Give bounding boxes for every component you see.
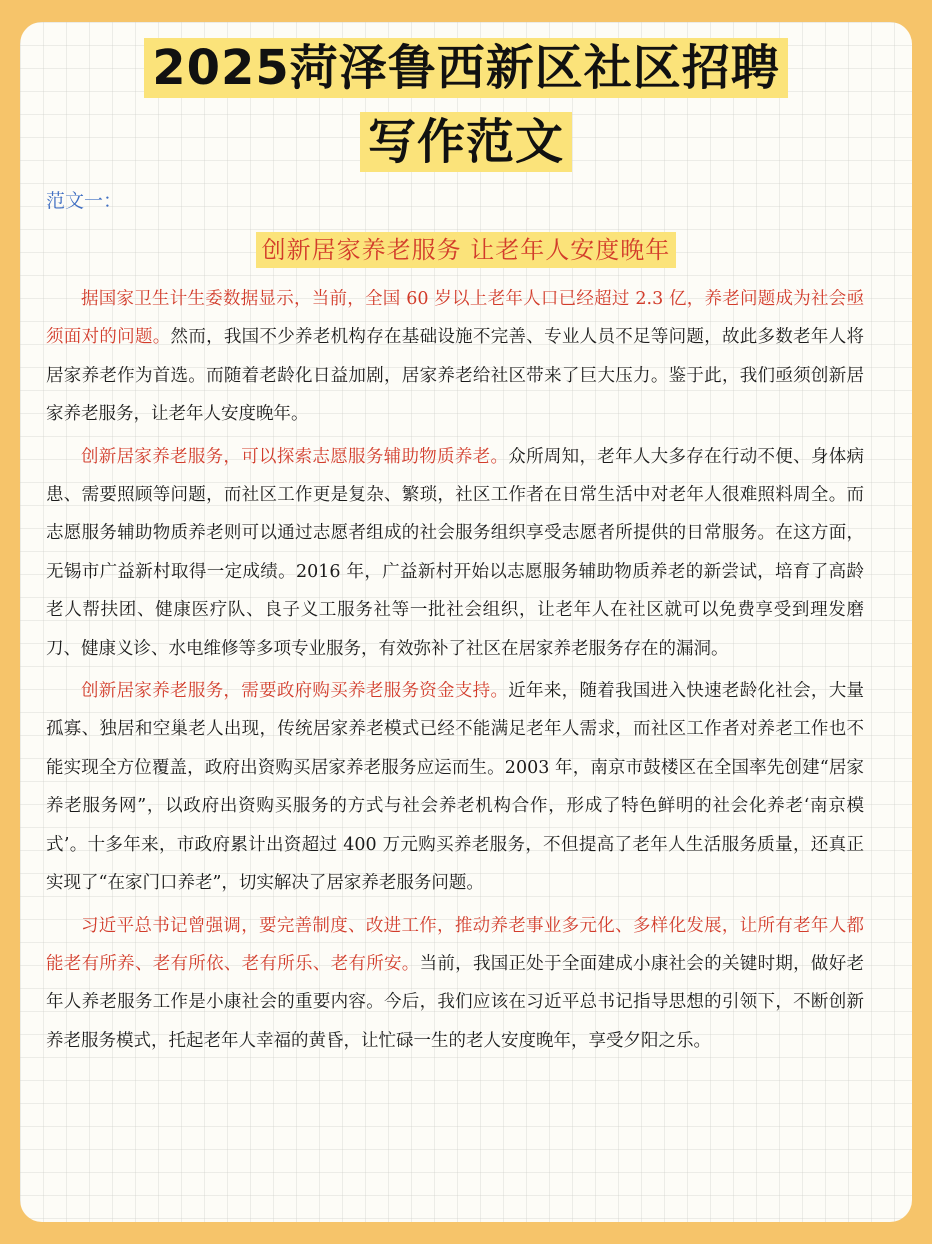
paragraph-lead: 创新居家养老服务，可以探索志愿服务辅助物质养老。 [81, 446, 509, 467]
main-title-line-1 [20, 38, 912, 98]
paragraph [46, 907, 864, 1061]
section-label: 范文一： [46, 190, 123, 212]
paragraph-lead: 据国家卫生计生委数据显示，当前，全国 60 岁以上老年人口已经超过 2.3 亿，养老问题成为社会亟须面对的问题。 [46, 289, 864, 348]
main-title-text-2: 写作范文 [360, 112, 572, 172]
essay-title [20, 232, 912, 268]
paragraph-rest: 近年来，随着我国进入快速老龄化社会，大量孤寡、独居和空巢老人出现，传统居家养老模式已经不能满足老年人需求，而社区工作者对养老工作也不能实现全方位覆盖，政府出资购买居家养老服务应运而生。2003 年，南京市鼓楼区在全国率先创建“居家养老服务网”，以政府出资购买服务的方式与社会养老机构合作，形成了特色鲜明的社会化养老‘南京模式’。十多年来，市政府累计出资超过 400 万元购买养老服务，不但提高了老年人生活服务质量，还真正实现了“在家门口养老”，切实解决了居家养老服务问题。 [46, 681, 865, 894]
paragraph [46, 672, 864, 902]
paragraph-rest: 然而，我国不少养老机构存在基础设施不完善、专业人员不足等问题，故此多数老年人将居家养老作为首选。而随着老龄化日益加剧，居家养老给社区带来了巨大压力。鉴于此，我们亟须创新居家养老服务，让老年人安度晚年。 [46, 327, 865, 425]
article-card [20, 22, 912, 1222]
paragraph [46, 280, 864, 434]
paragraph-rest: 当前，我国正处于全面建成小康社会的关键时期，做好老年人养老服务工作是小康社会的重要内容。今后，我们应该在习近平总书记指导思想的引领下，不断创新养老服务模式，托起老年人幸福的黄昏，让忙碌一生的老人安度晚年，享受夕阳之乐。 [46, 953, 865, 1051]
main-title-text-1: 2025菏泽鲁西新区社区招聘 [144, 38, 788, 98]
paragraph-lead: 创新居家养老服务，需要政府购买养老服务资金支持。 [81, 681, 509, 702]
essay-body [46, 280, 864, 1064]
essay-title-text: 创新居家养老服务 让老年人安度晚年 [256, 232, 677, 268]
main-title-line-2 [20, 112, 912, 172]
paragraph-rest: 众所周知，老年人大多存在行动不便、身体病患、需要照顾等问题，而社区工作更是复杂、繁琐，社区工作者在日常生活中对老年人很难照料周全。而志愿服务辅助物质养老则可以通过志愿者组成的社会服务组织享受志愿者所提供的日常服务。在这方面，无锡市广益新村取得一定成绩。2016 年，广益新村开始以志愿服务辅助物质养老的新尝试，培育了高龄老人帮扶团、健康医疗队、良子义工服务社等一批社会组织，让老年人在社区就可以免费享受到理发磨刀、健康义诊、水电维修等多项专业服务，有效弥补了社区在居家养老服务存在的漏洞。 [46, 446, 865, 659]
paragraph-lead: 习近平总书记曾强调，要完善制度、改进工作，推动养老事业多元化、多样化发展，让所有老年人都能老有所养、老有所依、老有所乐、老有所安。 [46, 915, 864, 974]
paragraph [46, 438, 864, 668]
